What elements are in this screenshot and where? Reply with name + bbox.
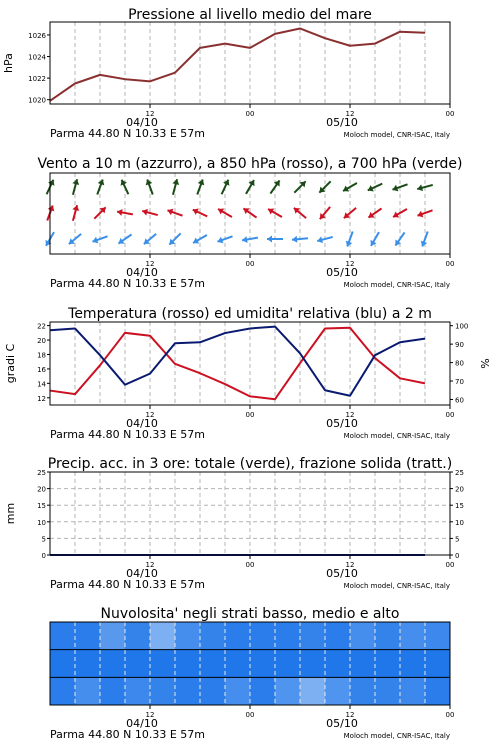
cloud-cell <box>50 650 76 678</box>
cloud-cell <box>250 622 276 650</box>
location-label: Parma 44.80 N 10.33 E 57m <box>50 728 206 741</box>
date-label: 04/10 <box>126 567 158 580</box>
y-tick-label: 16 <box>37 365 46 374</box>
cloud-cell <box>275 650 301 678</box>
y-tick-label: 1020 <box>28 96 46 105</box>
y-tick-label: 5 <box>41 535 46 544</box>
y2-axis-label: % <box>479 358 492 369</box>
cloud-cell <box>75 677 101 705</box>
date-label: 04/10 <box>126 116 158 129</box>
cloud-cell <box>175 677 201 705</box>
date-label: 05/10 <box>326 116 358 129</box>
cloud-cell <box>50 677 76 705</box>
x-tick-label: 12 <box>145 411 155 419</box>
cloud-cell <box>75 622 101 650</box>
y2-tick-label: 20 <box>455 485 464 494</box>
cloud-cell <box>375 622 401 650</box>
y-axis-label: hPa <box>2 53 15 73</box>
cloud-cell <box>300 650 326 678</box>
cloud-cell <box>100 622 126 650</box>
location-label: Parma 44.80 N 10.33 E 57m <box>50 277 206 290</box>
credit-label: Moloch model, CNR-ISAC, Italy <box>343 281 450 289</box>
x-tick-label: 00 <box>245 411 255 419</box>
cloud-cell <box>125 622 151 650</box>
cloud-cell <box>150 677 176 705</box>
x-tick-label: 12 <box>345 411 355 419</box>
cloud-cell <box>375 677 401 705</box>
y2-tick-label: 25 <box>455 469 464 477</box>
plot-frame <box>50 22 450 104</box>
cloud-cell <box>325 677 351 705</box>
cloud-cell <box>375 650 401 678</box>
cloud-cell <box>200 650 226 678</box>
date-label: 05/10 <box>326 417 358 430</box>
x-tick-label: 00 <box>445 110 455 118</box>
cloud-cell <box>250 677 276 705</box>
cloud-cell <box>75 650 101 678</box>
cloud-cell <box>275 622 301 650</box>
location-label: Parma 44.80 N 10.33 E 57m <box>50 428 206 441</box>
cloud-cell <box>250 650 276 678</box>
location-label: Parma 44.80 N 10.33 E 57m <box>50 578 206 591</box>
credit-label: Moloch model, CNR-ISAC, Italy <box>343 582 450 590</box>
y2-tick-label: 15 <box>455 502 464 511</box>
x-tick-label: 12 <box>345 711 355 719</box>
cloud-cell <box>175 622 201 650</box>
y-tick-label: 14 <box>37 380 46 389</box>
y-axis-label: mm <box>4 502 17 525</box>
date-label: 04/10 <box>126 717 158 730</box>
x-tick-label: 12 <box>145 260 155 268</box>
x-tick-label: 00 <box>445 561 455 569</box>
y2-tick-label: 90 <box>455 341 464 350</box>
y-tick-label: 1026 <box>28 31 46 40</box>
cloud-cell <box>425 677 451 705</box>
panel-title: Precip. acc. in 3 ore: totale (verde), frazione solida (tratt.) <box>47 456 453 472</box>
credit-label: Moloch model, CNR-ISAC, Italy <box>343 131 450 139</box>
cloud-cell <box>225 622 251 650</box>
panel-title: Pressione al livello medio del mare <box>128 7 372 23</box>
x-tick-label: 12 <box>145 110 155 118</box>
x-tick-label: 12 <box>145 561 155 569</box>
cloud-cell <box>350 622 376 650</box>
date-label: 05/10 <box>326 567 358 580</box>
cloud-cell <box>200 622 226 650</box>
y2-tick-label: 80 <box>455 359 464 368</box>
cloud-cell <box>225 677 251 705</box>
x-tick-label: 00 <box>245 711 255 719</box>
y-tick-label: 15 <box>37 502 46 511</box>
panel-title: Vento a 10 m (azzurro), a 850 hPa (rosso), a 700 hPa (verde) <box>37 156 463 172</box>
date-label: 04/10 <box>126 417 158 430</box>
y2-tick-label: 0 <box>455 552 460 560</box>
cloud-cell <box>400 622 426 650</box>
cloud-cell <box>100 650 126 678</box>
y-tick-label: 20 <box>37 337 46 346</box>
panel-title: Temperatura (rosso) ed umidita' relativa (blu) a 2 m <box>68 306 432 322</box>
y2-tick-label: 10 <box>455 518 464 527</box>
y-tick-label: 22 <box>37 322 46 331</box>
x-tick-label: 00 <box>245 110 255 118</box>
cloud-cell <box>350 650 376 678</box>
y-tick-label: 18 <box>37 351 46 360</box>
cloud-cell <box>150 622 176 650</box>
y-tick-label: 12 <box>37 394 46 403</box>
cloud-cell <box>225 650 251 678</box>
cloud-cell <box>300 677 326 705</box>
panel-title: Nuvolosita' negli strati basso, medio e alto <box>100 606 400 622</box>
cloud-cell <box>325 622 351 650</box>
y-tick-label: 0 <box>41 552 46 560</box>
cloud-cell <box>275 677 301 705</box>
cloud-cell <box>400 677 426 705</box>
x-tick-label: 00 <box>245 561 255 569</box>
x-tick-label: 00 <box>445 711 455 719</box>
cloud-cell <box>350 677 376 705</box>
x-tick-label: 00 <box>445 411 455 419</box>
location-label: Parma 44.80 N 10.33 E 57m <box>50 127 206 140</box>
y2-tick-label: 5 <box>455 535 460 544</box>
y2-tick-label: 60 <box>455 396 464 405</box>
wind-arrow-head <box>292 236 297 243</box>
y2-tick-label: 100 <box>455 322 469 331</box>
humidity-line <box>50 327 425 396</box>
cloud-cell <box>425 622 451 650</box>
cloud-cell <box>425 650 451 678</box>
cloud-cell <box>100 677 126 705</box>
y-axis-label: gradi C <box>4 343 17 384</box>
y-tick-label: 1022 <box>28 75 46 84</box>
x-tick-label: 12 <box>345 110 355 118</box>
x-tick-label: 12 <box>345 260 355 268</box>
wind-arrow-head <box>267 236 272 243</box>
cloud-cell <box>150 650 176 678</box>
pressure-line <box>50 28 425 100</box>
y-tick-label: 1024 <box>28 53 46 62</box>
cloud-cell <box>400 650 426 678</box>
cloud-cell <box>125 650 151 678</box>
cloud-cell <box>175 650 201 678</box>
credit-label: Moloch model, CNR-ISAC, Italy <box>343 432 450 440</box>
cloud-cell <box>300 622 326 650</box>
cloud-cell <box>50 622 76 650</box>
date-label: 05/10 <box>326 717 358 730</box>
x-tick-label: 12 <box>145 711 155 719</box>
x-tick-label: 00 <box>445 260 455 268</box>
cloud-cell <box>200 677 226 705</box>
date-label: 04/10 <box>126 266 158 279</box>
y2-tick-label: 70 <box>455 378 464 387</box>
y-tick-label: 25 <box>37 469 46 477</box>
x-tick-label: 12 <box>345 561 355 569</box>
credit-label: Moloch model, CNR-ISAC, Italy <box>343 732 450 740</box>
x-tick-label: 00 <box>245 260 255 268</box>
cloud-cell <box>325 650 351 678</box>
date-label: 05/10 <box>326 266 358 279</box>
y-tick-label: 20 <box>37 485 46 494</box>
y-tick-label: 10 <box>37 518 46 527</box>
cloud-cell <box>125 677 151 705</box>
